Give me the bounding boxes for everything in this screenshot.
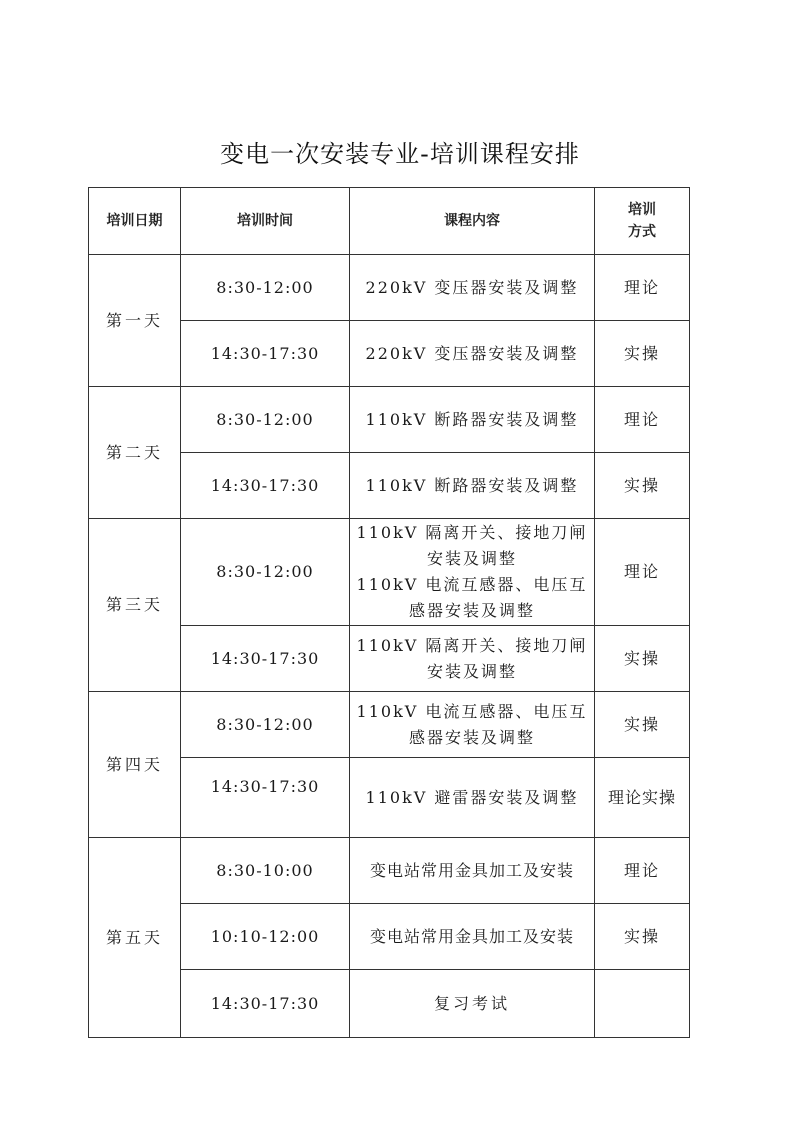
time-cell: 8:30-12:00 bbox=[181, 519, 350, 626]
header-row bbox=[89, 188, 690, 255]
document-title: 变电一次安装专业-培训课程安排 bbox=[220, 140, 580, 168]
content-line: 安装及调整 bbox=[426, 661, 517, 681]
day-cell: 第四天 bbox=[89, 692, 181, 838]
time-cell: 8:30-12:00 bbox=[181, 387, 350, 453]
content-cell: 110kV 断路器安装及调整 bbox=[350, 387, 595, 453]
content-line: 感器安装及调整 bbox=[408, 727, 535, 747]
mode-cell: 实操 bbox=[595, 904, 690, 970]
time-cell: 10:10-12:00 bbox=[181, 904, 350, 970]
mode-cell: 理论 bbox=[595, 255, 690, 321]
header-mode-line2: 方式 bbox=[628, 224, 656, 240]
table-row bbox=[89, 838, 690, 904]
day-cell: 第三天 bbox=[89, 519, 181, 692]
time-cell: 14:30-17:30 bbox=[181, 321, 350, 387]
mode-cell: 实操 bbox=[595, 321, 690, 387]
time-cell: 8:30-12:00 bbox=[181, 692, 350, 758]
mode-cell: 理论 bbox=[595, 519, 690, 626]
content-cell: 变电站常用金具加工及安装 bbox=[350, 838, 595, 904]
training-schedule-table bbox=[88, 187, 690, 1038]
content-cell bbox=[350, 692, 595, 758]
time-cell: 14:30-17:30 bbox=[181, 453, 350, 519]
content-line: 110kV 电流互感器、电压互 bbox=[356, 701, 588, 721]
header-content: 课程内容 bbox=[350, 188, 595, 255]
header-mode bbox=[595, 188, 690, 255]
mode-cell: 实操 bbox=[595, 626, 690, 692]
header-mode-line1: 培训 bbox=[628, 202, 656, 218]
content-cell bbox=[350, 626, 595, 692]
mode-cell: 理论实操 bbox=[595, 758, 690, 838]
content-line: 安装及调整 bbox=[426, 549, 517, 568]
content-cell: 复习考试 bbox=[350, 970, 595, 1038]
content-cell bbox=[350, 519, 595, 626]
time-cell: 14:30-17:30 bbox=[181, 970, 350, 1038]
content-line: 110kV 电流互感器、电压互 bbox=[356, 575, 588, 594]
mode-cell bbox=[595, 970, 690, 1038]
table-row bbox=[89, 387, 690, 453]
mode-cell: 理论 bbox=[595, 387, 690, 453]
day-cell: 第一天 bbox=[89, 255, 181, 387]
time-cell: 8:30-10:00 bbox=[181, 838, 350, 904]
content-cell: 220kV 变压器安装及调整 bbox=[350, 321, 595, 387]
table-row bbox=[89, 255, 690, 321]
content-line: 110kV 隔离开关、接地刀闸 bbox=[356, 635, 588, 655]
time-cell: 14:30-17:30 bbox=[181, 758, 350, 838]
content-cell: 变电站常用金具加工及安装 bbox=[350, 904, 595, 970]
content-cell: 110kV 断路器安装及调整 bbox=[350, 453, 595, 519]
header-time: 培训时间 bbox=[181, 188, 350, 255]
time-cell: 8:30-12:00 bbox=[181, 255, 350, 321]
table-row bbox=[89, 692, 690, 758]
mode-cell: 理论 bbox=[595, 838, 690, 904]
day-cell: 第五天 bbox=[89, 838, 181, 1038]
header-date: 培训日期 bbox=[89, 188, 181, 255]
time-cell: 14:30-17:30 bbox=[181, 626, 350, 692]
mode-cell: 实操 bbox=[595, 453, 690, 519]
content-line: 感器安装及调整 bbox=[408, 601, 535, 620]
mode-cell: 实操 bbox=[595, 692, 690, 758]
content-cell: 110kV 避雷器安装及调整 bbox=[350, 758, 595, 838]
day-cell: 第二天 bbox=[89, 387, 181, 519]
content-cell: 220kV 变压器安装及调整 bbox=[350, 255, 595, 321]
content-line: 110kV 隔离开关、接地刀闸 bbox=[356, 523, 588, 542]
table-row bbox=[89, 519, 690, 626]
